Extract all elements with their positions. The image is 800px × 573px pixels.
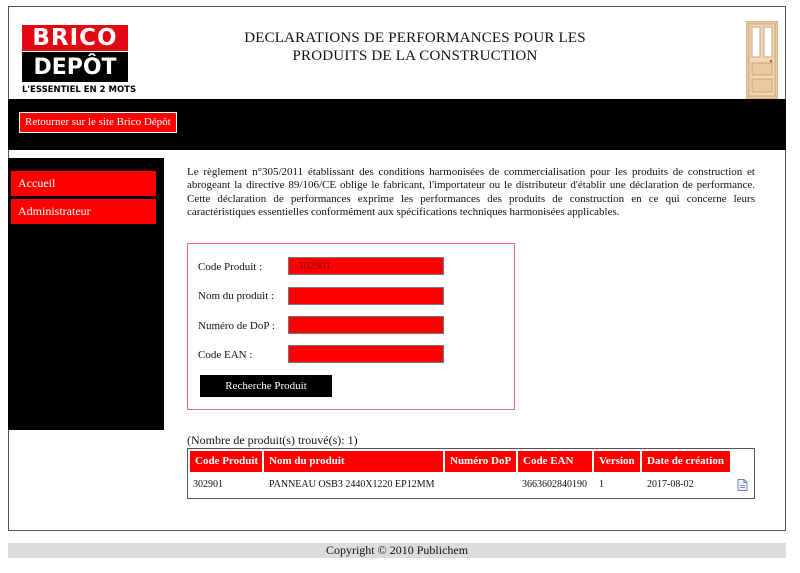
logo-line2: DEPÔT xyxy=(22,52,128,82)
column-header-nom-produit[interactable]: Nom du produit xyxy=(264,451,443,472)
brico-depot-logo[interactable] xyxy=(22,25,137,97)
column-header-numero-dop[interactable]: Numéro DoP xyxy=(445,451,516,472)
page-title-line2: PRODUITS DE LA CONSTRUCTION xyxy=(292,48,538,64)
document-icon[interactable] xyxy=(737,479,748,491)
results-count: (Nombre de produit(s) trouvé(s): 1) xyxy=(187,433,358,447)
recherche-produit-button[interactable]: Recherche Produit xyxy=(200,375,332,397)
nom-produit-input[interactable] xyxy=(288,287,444,305)
cell-date-creation: 2017-08-02 xyxy=(647,479,694,490)
door-icon xyxy=(746,21,778,99)
code-ean-label: Code EAN : xyxy=(198,349,253,361)
cell-code-produit: 302901 xyxy=(193,479,223,490)
sidebar-item-administrateur[interactable]: Administrateur xyxy=(11,199,156,224)
page-title xyxy=(230,29,600,65)
code-ean-input[interactable] xyxy=(288,345,444,363)
cell-code-ean: 3663602840190 xyxy=(522,479,587,490)
cell-nom-produit: PANNEAU OSB3 2440X1220 EP12MM xyxy=(269,479,435,490)
intro-paragraph: Le règlement n°305/2011 établissant des conditions harmonisées de commercialisation pour les produits de construction et abrogeant la directive 89/106/CE oblige le fabricant, l'importateur ou le distributeur d'établir une déclaration de performance. Cette déclaration de performances exprime les performances des produits de construction en ce qui concerne leurs caractéristiques essentielles conformément aux spécifications techniques harmonisées applicables. xyxy=(187,166,755,218)
column-header-version[interactable]: Version xyxy=(594,451,640,472)
code-produit-label: Code Produit : xyxy=(198,261,263,273)
page-title-line1: DECLARATIONS DE PERFORMANCES POUR LES xyxy=(244,30,586,46)
numero-dop-label: Numéro de DoP : xyxy=(198,320,275,332)
footer-copyright: Copyright © 2010 Publichem xyxy=(8,543,786,558)
column-header-code-produit[interactable]: Code Produit xyxy=(190,451,262,472)
numero-dop-input[interactable] xyxy=(288,316,444,334)
logo-tagline: L'ESSENTIEL EN 2 MOTS xyxy=(22,85,137,95)
back-to-site-button[interactable]: Retourner sur le site Brico Dépôt xyxy=(19,112,177,133)
logo-line1: BRICO xyxy=(22,25,128,51)
column-header-code-ean[interactable]: Code EAN xyxy=(518,451,592,472)
column-header-date-creation[interactable]: Date de création xyxy=(642,451,730,472)
sidebar-item-accueil[interactable]: Accueil xyxy=(11,171,156,196)
code-produit-input[interactable] xyxy=(288,257,444,275)
nom-produit-label: Nom du produit : xyxy=(198,290,275,302)
cell-version: 1 xyxy=(599,479,604,490)
